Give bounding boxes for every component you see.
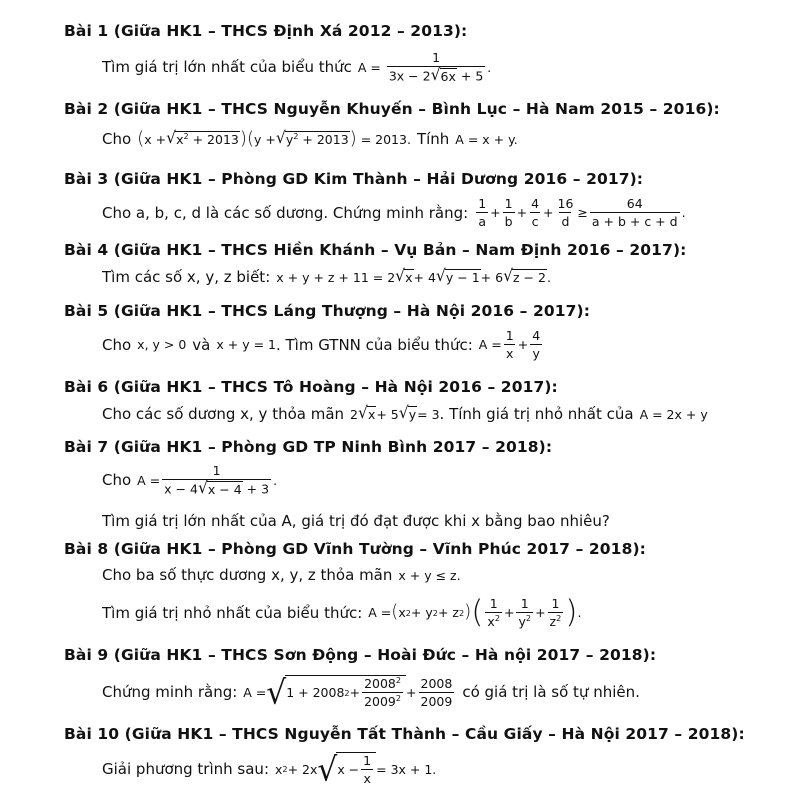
problem-7-text-question: Tìm giá trị lớn nhất của A, giá trị đó đạt được khi x bằng bao nhiêu? — [102, 512, 610, 530]
problem-8-title: Bài 8 (Giữa HK1 – Phòng GD Vĩnh Tường – Vĩnh Phúc 2017 – 2018): — [64, 540, 646, 558]
problem-5-statement — [102, 328, 544, 361]
problem-2-statement — [102, 130, 518, 148]
problem-1-title: Bài 1 (Giữa HK1 – THCS Định Xá 2012 – 2013): — [64, 22, 468, 40]
problem-1-text: Tìm giá trị lớn nhất của biểu thức — [102, 58, 352, 76]
problem-3-statement — [102, 196, 686, 229]
problem-8-condition: x + y ≤ z. — [398, 567, 461, 583]
problem-5-title: Bài 5 (Giữa HK1 – THCS Láng Thượng – Hà Nội 2016 – 2017): — [64, 302, 591, 320]
problem-6-text-b: . Tính giá trị nhỏ nhất của — [439, 405, 634, 423]
problem-9-text-b: có giá trị là số tự nhiên. — [462, 683, 640, 701]
problem-5-text-cho: Cho — [102, 335, 132, 354]
problem-5-condition-1: x, y > 0 — [137, 337, 187, 352]
problem-2-text-tinh: Tính — [416, 130, 450, 149]
problem-7-formula: A = 1 x − 4 √ x − 4 + 3 . — [137, 463, 278, 498]
problem-4-formula: x + y + z + 11 = 2 √ x + 4 √ y − 1 + 6 √ z − 2 . — [276, 266, 551, 286]
problem-6-text-a: Cho các số dương x, y thỏa mãn — [102, 405, 345, 423]
problem-6-formula: A = 2x + y — [639, 406, 708, 422]
problem-2-formula: ( x + √ $x^2 + 2013$ ) ( y + √ $y^2 + 2013$ ) = 2013. — [137, 128, 411, 149]
problem-9-text-a: Chứng minh rằng: — [102, 683, 238, 701]
problem-3-formula: $\frac{1}{a}$ + $\frac{1}{b}$ + $\frac{4}{c}$ + $\frac{16}{d}$ ≥ $\frac{64}{a + b + c + d}$ . — [478, 196, 686, 229]
problem-8-text-a: Cho ba số thực dương x, y, z thỏa mãn — [102, 566, 393, 584]
problem-5-text-gtnn: . Tìm GTNN của biểu thức: — [275, 335, 473, 354]
problem-8-formula: A = ( x 2 + y 2 + z 2 ) ( $\frac{1}{x^2}$ + $\frac{1}{y^2}$ + $\frac{1}{z^2}$ ) . — [368, 593, 582, 630]
problem-1-formula: A = 1 3x − 2 √ 6x + 5 . — [357, 50, 492, 85]
problem-7-title: Bài 7 (Giữa HK1 – Phòng GD TP Ninh Bình 2017 – 2018): — [64, 438, 553, 456]
problem-4-title: Bài 4 (Giữa HK1 – THCS Hiền Khánh – Vụ Bản – Nam Định 2016 – 2017): — [64, 241, 687, 259]
problem-6-statement — [102, 405, 708, 423]
problem-6-condition: 2 √ x + 5 √ y = 3 — [350, 403, 440, 423]
problem-10-formula: x 2 + 2x √ x − $\frac{1}{x}$ = 3x + 1. — [275, 750, 437, 789]
problem-5-formula: A = $\frac{1}{x}$ + $\frac{4}{y}$ — [478, 328, 541, 361]
problem-8-text-b: Tìm giá trị nhỏ nhất của biểu thức: — [102, 603, 363, 622]
problem-5-text-va: và — [192, 335, 211, 354]
problem-8-statement — [102, 593, 582, 630]
problem-10-text: Giải phương trình sau: — [102, 760, 269, 778]
problem-7-question — [102, 512, 610, 530]
problem-10-statement — [102, 750, 437, 789]
problem-2-target: A = x + y. — [455, 131, 518, 147]
problem-7-text-cho: Cho — [102, 471, 132, 489]
problem-4-text: Tìm các số x, y, z biết: — [102, 268, 271, 286]
problem-2-title: Bài 2 (Giữa HK1 – THCS Nguyễn Khuyến – Bình Lục – Hà Nam 2015 – 2016): — [64, 100, 720, 118]
problem-7-statement — [102, 463, 277, 497]
problem-5-condition-2: x + y = 1 — [216, 337, 276, 352]
problem-6-title: Bài 6 (Giữa HK1 – THCS Tô Hoàng – Hà Nội 2016 – 2017): — [64, 378, 558, 396]
problem-10-title: Bài 10 (Giữa HK1 – THCS Nguyễn Tất Thành – Cầu Giấy – Hà Nội 2017 – 2018): — [64, 725, 745, 743]
problem-8-condition-line — [102, 566, 461, 584]
problem-3-text: Cho a, b, c, d là các số dương. Chứng minh rằng: — [102, 203, 469, 222]
problem-1-statement — [102, 50, 491, 84]
problem-9-title: Bài 9 (Giữa HK1 – THCS Sơn Động – Hoài Đức – Hà nội 2017 – 2018): — [64, 646, 657, 664]
problem-9-statement — [102, 673, 640, 712]
problem-9-formula: A = √ 1 + 2008 2 + $\frac{2008^2}{2009^2}$ + $\frac{2008}{2009}$ — [243, 673, 453, 712]
problem-2-text-cho: Cho — [102, 130, 132, 149]
problem-4-statement — [102, 268, 551, 286]
problem-3-title: Bài 3 (Giữa HK1 – Phòng GD Kim Thành – Hải Dương 2016 – 2017): — [64, 170, 644, 188]
